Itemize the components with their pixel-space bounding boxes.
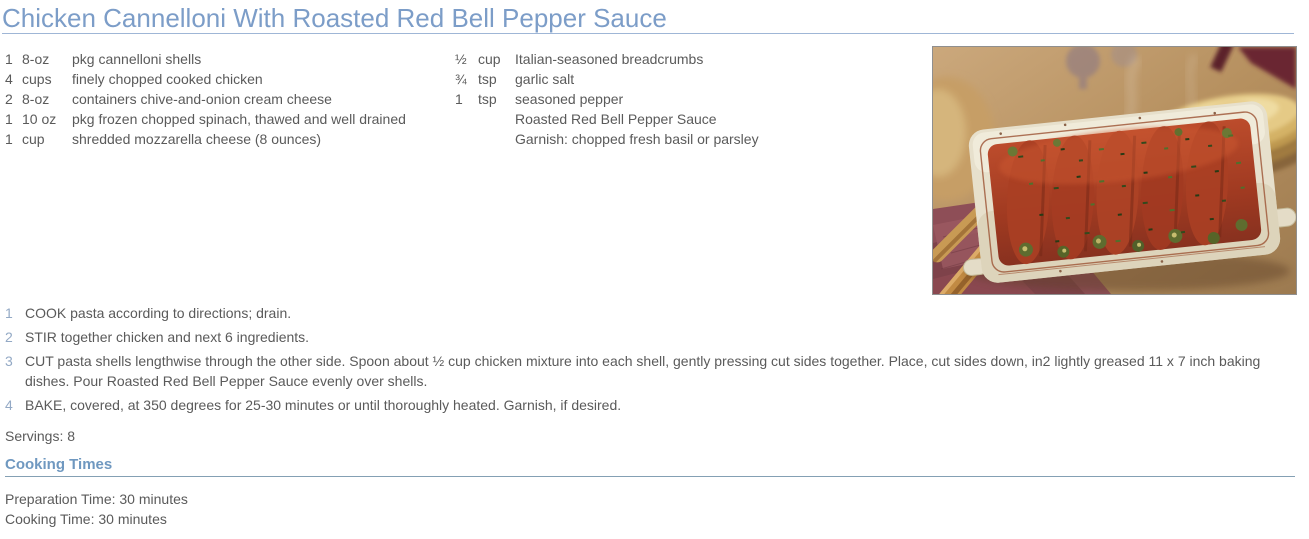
ingredient-unit: 8-oz [22, 91, 50, 107]
step-number: 2 [5, 329, 13, 345]
cooking-times-body [5, 489, 1304, 529]
step-text: CUT pasta shells lengthwise through the other side. Spoon about ½ cup chicken mixture into each shell, gently pressing cut sides together. Place, cut sides down, in2 lightly greased 11 x 7 inch baking dishes. Pour Roasted Red Bell Pepper Sauce evenly over shells. [25, 353, 1261, 389]
step-row [5, 351, 1304, 391]
ingredient-unit: 8-oz [22, 51, 50, 67]
ingredients-right-column [455, 49, 845, 149]
ingredients-section [5, 49, 925, 149]
servings-text: Servings: 8 [5, 428, 76, 444]
step-number: 1 [5, 305, 13, 321]
ingredient-name: shredded mozzarella cheese (8 ounces) [72, 131, 322, 147]
ingredient-unit: 10 oz [22, 111, 57, 127]
ingredient-name: Roasted Red Bell Pepper Sauce [515, 111, 717, 127]
page-title: Chicken Cannelloni With Roasted Red Bell Pepper Sauce [2, 3, 667, 33]
cook-time-text: Cooking Time: 30 minutes [5, 511, 167, 527]
directions-list [5, 303, 1304, 415]
cannelloni-casserole-photo [932, 46, 1297, 295]
page-header [2, 4, 1294, 34]
cooking-times-header [5, 456, 1295, 477]
ingredient-amount: ¾ [455, 71, 467, 87]
directions-section [5, 303, 1304, 529]
prep-time-text: Preparation Time: 30 minutes [5, 491, 188, 507]
step-number: 3 [5, 353, 13, 369]
casserole-illustration [933, 47, 1296, 294]
step-row [5, 327, 1304, 347]
ingredient-unit: cup [478, 51, 501, 67]
cooking-times-heading: Cooking Times [5, 456, 113, 473]
ingredient-amount: 4 [5, 71, 13, 87]
ingredient-unit: tsp [478, 91, 497, 107]
ingredient-name: containers chive-and-onion cream cheese [72, 91, 332, 107]
step-row [5, 395, 1304, 415]
step-text: STIR together chicken and next 6 ingredients. [25, 329, 310, 345]
ingredient-name: Italian-seasoned breadcrumbs [515, 51, 704, 67]
ingredient-amount: 1 [5, 131, 13, 147]
ingredient-amount: 1 [5, 111, 13, 127]
step-row [5, 303, 1304, 323]
ingredient-unit: cup [22, 131, 45, 147]
ingredient-unit: cups [22, 71, 52, 87]
ingredient-name: pkg frozen chopped spinach, thawed and well drained [72, 111, 406, 127]
ingredient-name: seasoned pepper [515, 91, 624, 107]
ingredient-amount: 2 [5, 91, 13, 107]
ingredient-name: finely chopped cooked chicken [72, 71, 263, 87]
step-text: COOK pasta according to directions; drain. [25, 305, 292, 321]
ingredient-amount: 1 [455, 91, 463, 107]
ingredient-name: pkg cannelloni shells [72, 51, 202, 67]
ingredient-amount: ½ [455, 51, 467, 67]
ingredient-name: garlic salt [515, 71, 575, 87]
ingredient-name: Garnish: chopped fresh basil or parsley [515, 131, 759, 147]
ingredient-amount: 1 [5, 51, 13, 67]
ingredient-unit: tsp [478, 71, 497, 87]
step-number: 4 [5, 397, 13, 413]
step-text: BAKE, covered, at 350 degrees for 25-30 minutes or until thoroughly heated. Garnish, if desired. [25, 397, 622, 413]
